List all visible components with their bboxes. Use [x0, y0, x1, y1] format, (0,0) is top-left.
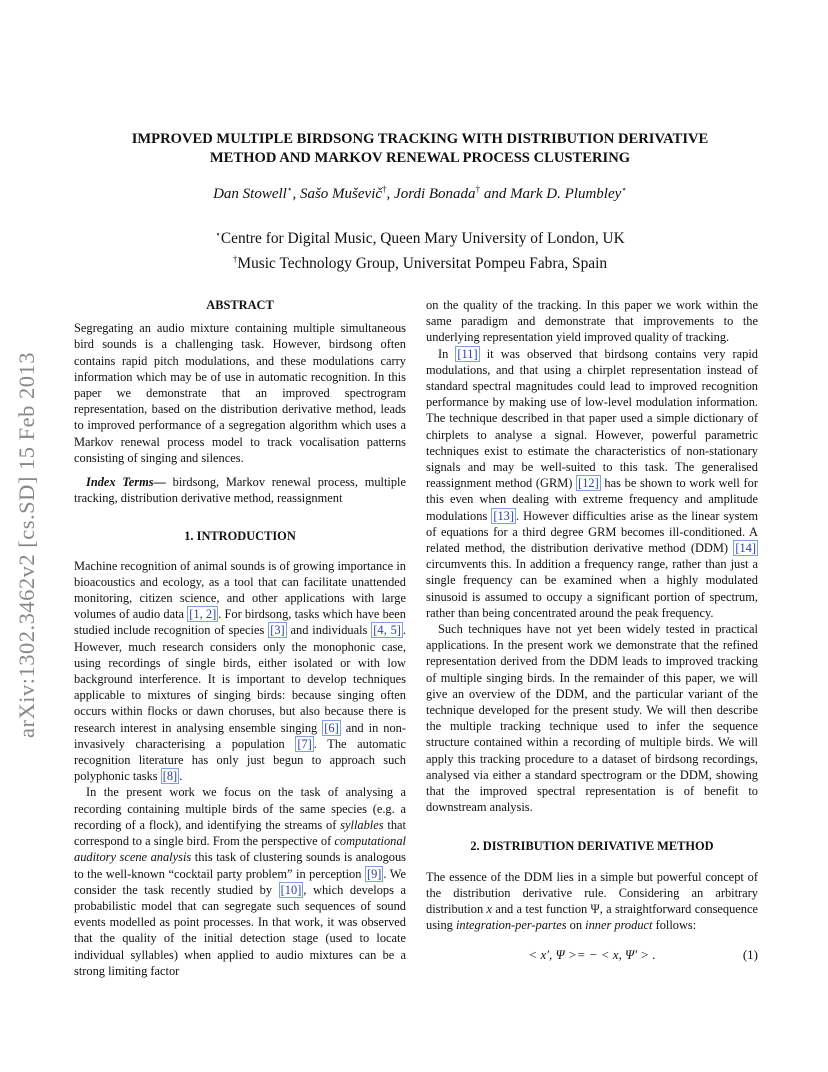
intro-paragraph-1: Machine recognition of animal sounds is of growing importance in bioacoustics and ecology, as a tool that can facilitate unattended monitoring, citizen science, and other applications with large volumes of audio data [1, 2] . For birdsong, tasks which have been studied include recognition of species [3] and individuals [4, 5] . However, much research considers only the monophonic case, using recordings of single birds, either isolated or with low background interference. It is important to develop techniques applicable to mixtures of singing birds: because singing often occurs within flocks or dawn choruses, but also because there is research interest in analysing ensemble singing [6] and in non-invasively characterising a population [7] . The automatic recognition literature has only just begun to approach such polyphonic tasks [8] .: [74, 558, 406, 784]
index-terms-label: Index Terms—: [86, 475, 166, 490]
title-line-1: IMPROVED MULTIPLE BIRDSONG TRACKING WITH DISTRIBUTION DERIVATIVE: [131, 131, 709, 147]
arxiv-margin-stamp: [2, 295, 52, 795]
abstract-heading: ABSTRACT: [206, 298, 274, 312]
citation-link[interactable]: [4, 5]: [373, 623, 401, 638]
arxiv-id-text: arXiv:1302.3462v2 [cs.SD] 15 Feb 2013: [14, 352, 39, 738]
index-terms: Index Terms— birdsong, Markov renewal process, multiple tracking, distribution derivative method, reassignment: [74, 475, 406, 506]
citation-link[interactable]: [12]: [578, 476, 599, 491]
intro-paragraph-3: on the quality of the tracking. In this paper we work within the same paradigm and demonstrate that improvements to the underlying representation yield improved quality of tracking.: [426, 298, 758, 345]
affiliations: [80, 224, 760, 274]
citation-link[interactable]: [13]: [493, 508, 514, 523]
author-name: Dan Stowell: [213, 186, 287, 202]
citation-link[interactable]: [8]: [162, 769, 178, 784]
left-column: [74, 297, 406, 979]
affiliation-2: †Music Technology Group, Universitat Pompeu Fabra, Spain: [232, 254, 608, 272]
section-2-heading: 2. DISTRIBUTION DERIVATIVE METHOD: [470, 838, 714, 853]
citation-link[interactable]: [6]: [324, 720, 339, 735]
author-name: Jordi Bonada: [394, 186, 476, 202]
affil-mark: ⋆: [621, 184, 627, 194]
title-line-2: METHOD AND MARKOV RENEWAL PROCESS CLUSTERING: [209, 150, 631, 166]
author-name: Sašo Muševič: [299, 186, 383, 202]
author-list: Dan Stowell⋆, Sašo Muševič†, Jordi Bonada† and Mark D. Plumbley⋆: [213, 184, 627, 202]
citation-link[interactable]: [14]: [735, 541, 756, 556]
citation-link[interactable]: [10]: [280, 882, 302, 897]
affil-mark: †: [475, 184, 481, 194]
equation-expression: < x′, Ψ >= − < x, Ψ′ > .: [528, 946, 656, 962]
citation-link[interactable]: [1, 2]: [189, 607, 217, 622]
affil-mark: †: [382, 184, 387, 194]
affil-mark: ⋆: [286, 184, 293, 194]
ddm-paragraph-1: The essence of the DDM lies in a simple but powerful concept of the distribution derivative rule. Considering an arbitrary distribution x and a test function Ψ, a straightforward consequence using integration-per-partes on inner product follows:: [426, 869, 758, 933]
equation-number: (1): [742, 946, 758, 962]
right-column: [426, 297, 758, 975]
citation-link[interactable]: [7]: [297, 736, 312, 751]
intro-paragraph-4: In [11] it was observed that birdsong contains very rapid modulations, and that using a chirplet representation instead of standard spectral magnitudes could lead to improved recognition performance by making use of low-level modulation information. The technique described in that paper used a simple dictionary of chirplets to analyse a signal. However, powerful parametric techniques exist to estimate the characteristics of non-stationary signals and may be well-suited to this task. The generalised reassignment method (GRM) [12] has be shown to work well for this even when dealing with extreme frequency and amplitude modulations [13] . However difficulties arise as the linear system of equations for a third degree GRM becomes ill-conditioned. A related method, the distribution derivative method (DDM) [14] circumvents this. In addition a frequency range, rather than just a single frequency can be examined when a highly modulated sinusoid is assumed to occupy a significant portion of spectrum, rather than being concentrated around the peak frequency.: [426, 346, 758, 620]
abstract-text: Segregating an audio mixture containing multiple simultaneous bird sounds is a challenging task. However, birdsong often contains rapid pitch modulations, and these modulations carry information which may be of use in automatic recognition. In this paper we demonstrate that an improved spectrogram representation, based on the distribution derivative method, leads to improved performance of a segregation algorithm which uses a Markov renewal process model to track vocalisation patterns consisting of singing and silences.: [74, 321, 406, 465]
citation-link[interactable]: [3]: [270, 623, 285, 638]
section-1-heading: 1. INTRODUCTION: [184, 529, 296, 544]
paper-title: [80, 130, 760, 168]
equation-1: [426, 941, 758, 975]
citation-link[interactable]: [11]: [457, 346, 478, 361]
affiliation-1: ⋆Centre for Digital Music, Queen Mary University of London, UK: [215, 229, 625, 247]
author-name: Mark D. Plumbley: [510, 186, 622, 202]
citation-link[interactable]: [9]: [366, 866, 382, 881]
intro-paragraph-2: In the present work we focus on the task of analysing a recording containing multiple birds of the same species (e.g. a recording of a flock), and identifying the streams of syllables that correspond to a single bird. From the perspective of computational auditory scene analysis this task of clustering sounds is analogous to the well-known “cocktail party problem” in perception [9] . We consider the task recently studied by [10] , which develops a probabilistic model that can segregate such sequences of sound events modelled as point processes. In that work, it was observed that the quality of the initial detection stage (used to locate individual syllables) when applied to audio mixtures can be a strong limiting factor: [74, 785, 407, 978]
intro-paragraph-5: Such techniques have not yet been widely tested in practical applications. In the present work we demonstrate that the refined representation derived from the DDM leads to improved tracking of multiple singing birds. In the remainder of this paper, we will give an overview of the DDM, and the particular variant of the technique developed for the present study. We will then describe the multiple tracking technique used to infer the sequence structure contained within a recording of multiple birds. We will apply this tracking procedure to a dataset of birdsong recordings, analysed via either a standard spectrogram or the DDM, showing that the improved spectral representation is of benefit to downstream analysis.: [426, 622, 758, 815]
